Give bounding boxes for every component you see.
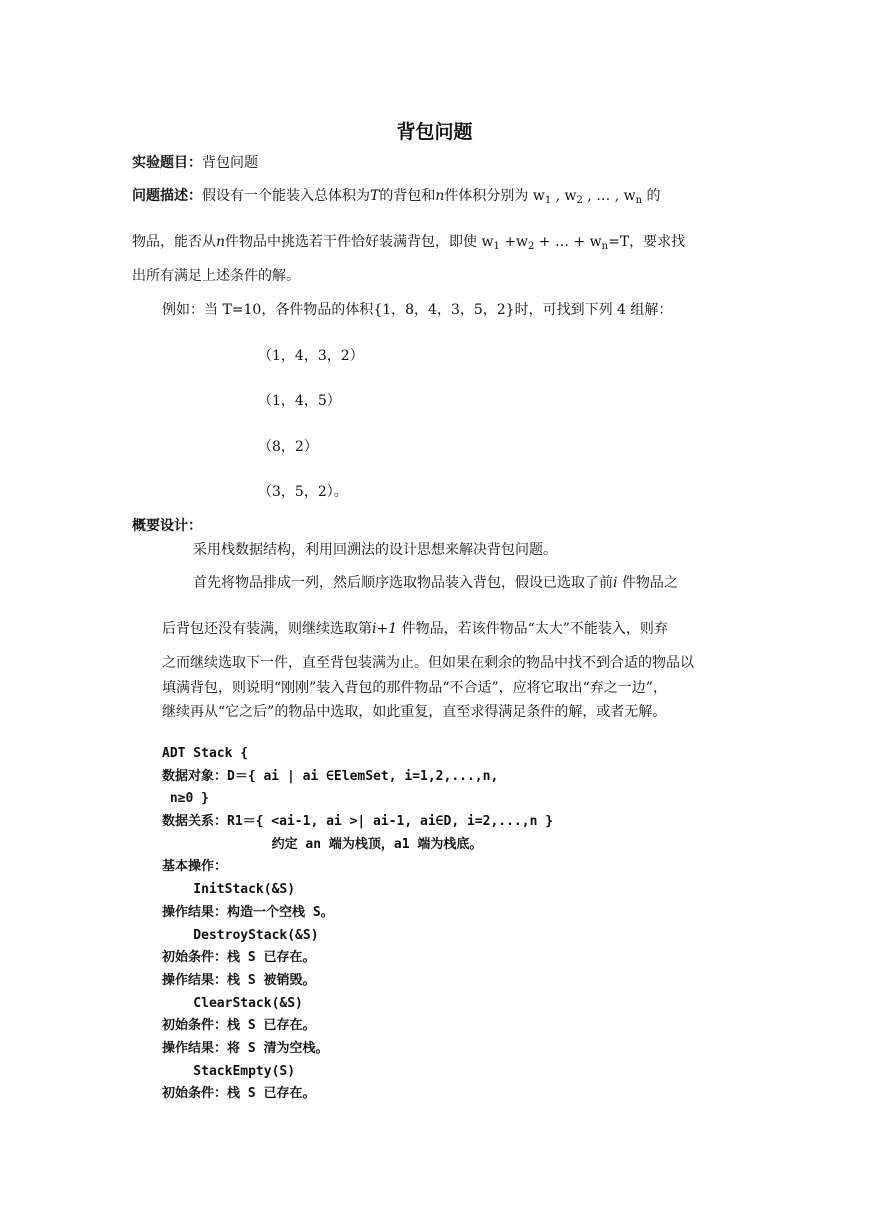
adt-line: ADT Stack {: [162, 746, 249, 761]
var-w: w: [532, 188, 545, 204]
design-label: 概要设计：: [132, 518, 202, 534]
adt-line: 操作结果：将 S 清为空栈。: [162, 1040, 329, 1056]
adt-line: StackEmpty(S): [162, 1063, 296, 1079]
var-w: w: [516, 234, 529, 250]
adt-line: 初始条件：栈 S 已存在。: [162, 1086, 316, 1102]
design-text: 件物品，若该件物品“太大”不能装入，则弃: [401, 621, 668, 637]
ellipsis: …: [555, 234, 570, 250]
problem-text: 件体积分别为: [444, 188, 529, 204]
plus-sign: +: [499, 234, 517, 250]
subscript: 1: [493, 241, 500, 252]
var-w: w: [564, 188, 577, 204]
adt-line: ClearStack(&S): [162, 995, 303, 1011]
adt-line: 基本操作：: [162, 859, 228, 875]
solution-1: （1，4，3，2）: [258, 348, 364, 364]
adt-line: n≥0 }: [162, 791, 209, 807]
problem-text: 的: [646, 188, 661, 204]
solution-3: （8，2）: [258, 439, 318, 455]
design-text: 件物品之: [621, 575, 678, 591]
adt-line: 约定 an 端为栈顶，a1 端为栈底。: [162, 836, 483, 852]
design-para-2-line-2: [162, 619, 668, 639]
adt-line: 数据关系：R1＝{ <ai-1, ai >| ai-1, ai∈D, i=2,...,n }: [162, 814, 554, 830]
adt-line: DestroyStack(&S): [162, 927, 319, 943]
adt-line: 初始条件：栈 S 已存在。: [162, 1018, 316, 1034]
problem-line-1: [132, 186, 661, 211]
experiment-value: 背包问题: [202, 155, 258, 171]
example-line: 例如：当 T=10，各件物品的体积{1，8，4，3，5，2}时，可找到下列 4 组解：: [162, 302, 673, 318]
design-text: 首先将物品排成一列，然后顺序选取物品装入背包，假设已选取了前: [193, 575, 613, 591]
design-para-1: 采用栈数据结构，利用回溯法的设计思想来解决背包问题。: [193, 542, 557, 558]
problem-text: =T，要求找: [608, 234, 686, 250]
var-w: w: [623, 188, 636, 204]
subscript: 1: [544, 195, 552, 206]
design-text: 后背包还没有装满，则继续选取第: [162, 621, 372, 637]
problem-text: 假设有一个能装入总体积为: [202, 188, 370, 204]
design-para-2-line-1: [193, 573, 678, 593]
var-i-plus-1: i+1: [372, 621, 398, 637]
problem-label: 问题描述：: [132, 188, 202, 204]
separator: ,: [582, 188, 597, 204]
adt-line: 初始条件：栈 S 已存在。: [162, 950, 316, 966]
subscript: 2: [528, 241, 535, 252]
design-para-2-line-3: 之而继续选取下一件，直至背包装满为止。但如果在剩余的物品中找不到合适的物品以: [162, 655, 694, 671]
adt-line: 操作结果：构造一个空栈 S。: [162, 904, 334, 920]
solution-2: （1，4，5）: [258, 393, 341, 409]
subscript: n: [635, 195, 643, 206]
var-n: n: [435, 188, 445, 204]
subscript: n: [601, 241, 609, 252]
subscript: 2: [576, 195, 583, 206]
problem-line-3: 出所有满足上述条件的解。: [132, 268, 300, 284]
var-w: w: [589, 234, 602, 250]
problem-text: 的背包和: [379, 188, 436, 204]
adt-block: [162, 744, 553, 1107]
separator: ,: [551, 188, 565, 204]
design-para-2-line-5: 继续再从“它之后”的物品中选取，如此重复，直至求得满足条件的解，或者无解。: [162, 704, 667, 720]
problem-line-2: 物品，能否从n件物品中挑选若干件恰好装满背包，即使 $w_1 +w_2$ + … + $w_n=T$，要求找: [132, 234, 686, 252]
problem-text: 件物品中挑选若干件恰好装满背包，即使: [225, 234, 478, 250]
page-title: 背包问题: [396, 121, 473, 143]
adt-line: 数据对象：D＝{ ai | ai ∈ElemSet, i=1,2,...,n,: [162, 768, 499, 784]
adt-line: InitStack(&S): [162, 882, 296, 898]
var-w: w: [481, 234, 494, 250]
experiment-line: [132, 153, 258, 173]
design-para-2-line-4: 填满背包，则说明“刚刚”装入背包的那件物品“不合适”，应将它取出“弃之一边”，: [162, 680, 667, 696]
solution-4: （3，5，2）。: [258, 484, 348, 500]
experiment-label: 实验题目：: [132, 155, 202, 171]
separator: ,: [610, 188, 624, 204]
var-n: n: [216, 234, 226, 250]
adt-line: 操作结果：栈 S 被销毁。: [162, 972, 316, 988]
problem-text: 物品，能否从: [132, 234, 216, 250]
var-i: i: [613, 575, 618, 591]
var-T: T: [370, 188, 380, 204]
ellipsis: …: [596, 188, 611, 204]
